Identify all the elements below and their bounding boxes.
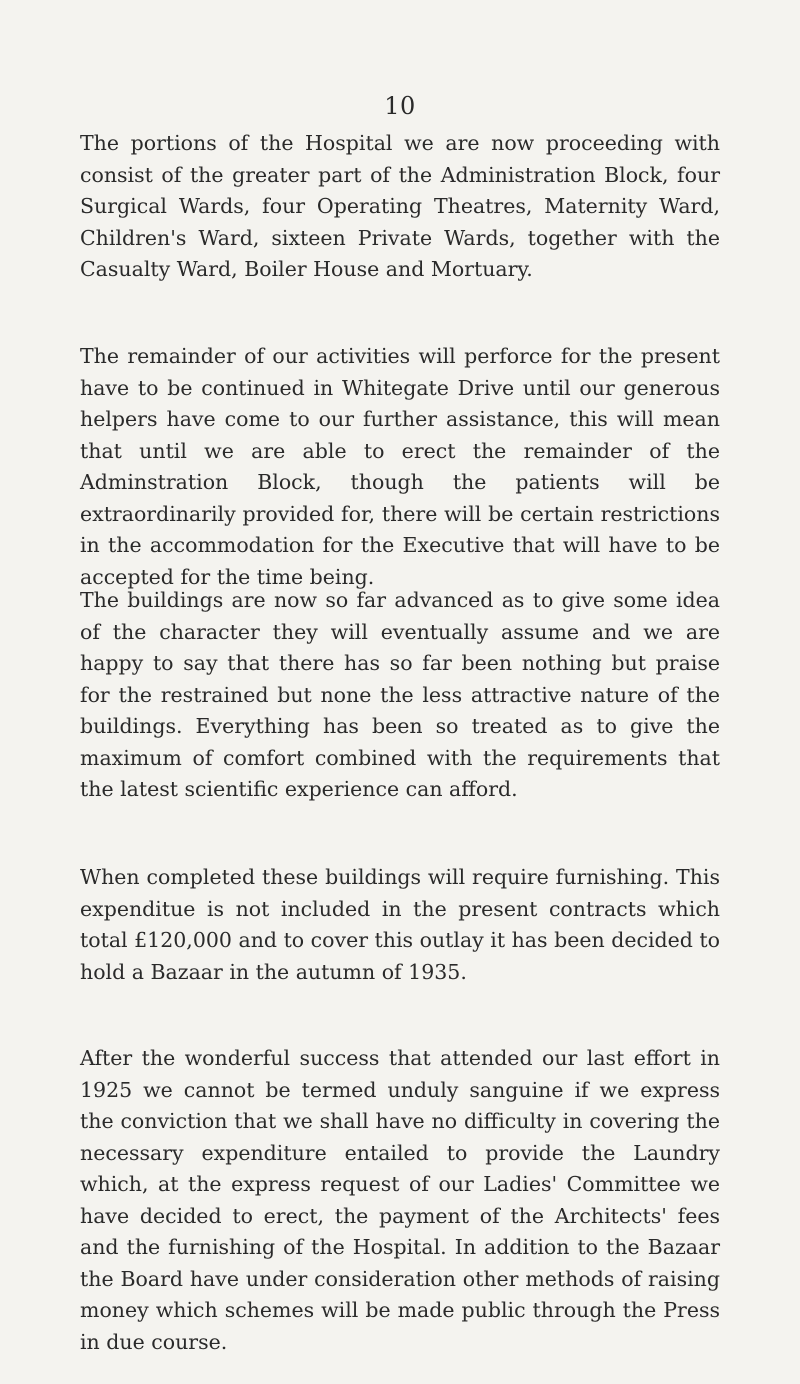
page-number: 10 <box>384 92 416 120</box>
paragraph-buildings-progress: The buildings are now so far advanced as to give some idea of the character they will eventually assume and we are happy to say that there has so far been nothing but praise for the restrained but none the less attractive nature of the buildings. Everything has been so treated as to give the maximum of comfort combined with the requirements that the latest scientific experience can afford. <box>80 588 720 801</box>
paragraph-remaining-activities: The remainder of our activities will perforce for the present have to be continued in Whitegate Drive until our generous helpers have come to our further assistance, this will mean that until we are able to erect the remainder of the Adminstration Block, though the patients will be extraordinarily provided for, there will be certain restrictions in the accommodation for the Executive that will have to be accepted for the time being. <box>80 344 720 589</box>
paragraph-fundraising: After the wonderful success that attended our last effort in 1925 we cannot be termed unduly sanguine if we express the conviction that we shall have no difficulty in covering the necessary expenditure entailed to provide the Laundry which, at the express request of our Ladies' Committee we have decided to erect, the payment of the Architects' fees and the furnishing of the Hospital. In addition to the Bazaar the Board have under consideration other methods of raising money which schemes will be made public through the Press in due course. <box>80 1046 720 1354</box>
paragraph-hospital-portions: The portions of the Hospital we are now proceeding with consist of the greater part of the Administration Block, four Surgical Wards, four Operating Theatres, Maternity Ward, Children's Ward, sixteen Private Wards, together with the Casualty Ward, Boiler House and Mortuary. <box>80 131 720 281</box>
paragraph-furnishing-bazaar: When completed these buildings will require furnishing. This expenditue is not included in the present contracts which total £120,000 and to cover this outlay it has been decided to hold a Bazaar in the autumn of 1935. <box>80 865 720 984</box>
